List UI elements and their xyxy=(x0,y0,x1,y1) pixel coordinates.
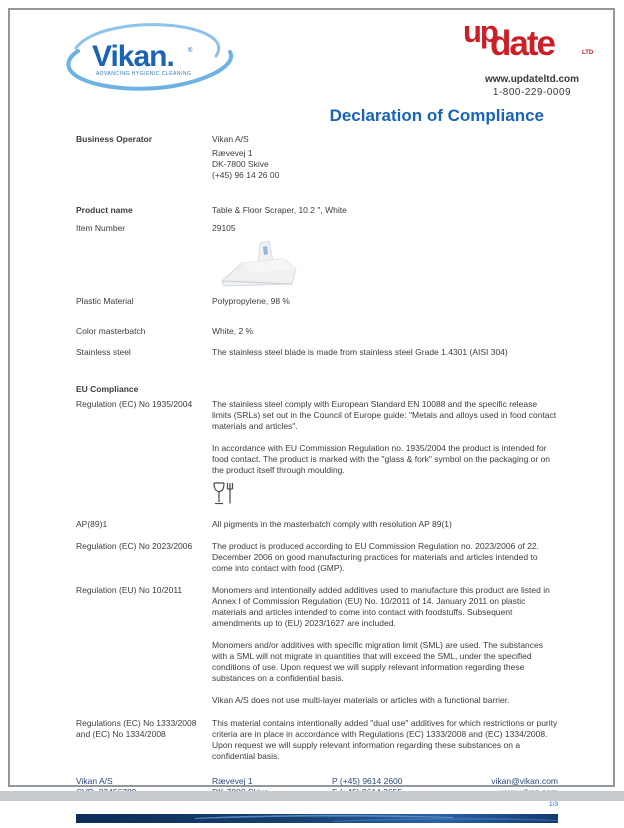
vikan-tagline: ADVANCING HYGIENIC CLEANING xyxy=(96,71,192,77)
regulation-paragraph: This material contains intentionally added "dual use" additives for which restrictions or purity criteria are in place in accordance with Regulations (EC) 1333/2008 and (EC) 1334/2008. Upon request we will supply relevant information regarding these substances on a confidential basis. xyxy=(212,718,558,761)
update-phone: 1-800-229-0009 xyxy=(492,87,572,98)
color-masterbatch-row xyxy=(76,326,558,337)
stainless-steel-value: The stainless steel blade is made from stainless steel Grade 1.4301 (AISI 304) xyxy=(212,347,508,357)
plastic-material-label: Plastic Material xyxy=(76,296,134,306)
regulation-paragraph: The stainless steel comply with European Standard EN 10088 and the specific release limits (SRLs) set out in the Council of Europe guide: "Metals and alloys used in food contact materials and articles". xyxy=(212,399,557,431)
business-operator-street: Rævevej 1 xyxy=(212,148,253,158)
footer-email: vikan@vikan.com xyxy=(491,776,558,786)
product-name-value: Table & Floor Scraper, 10.2 ", White xyxy=(212,205,347,215)
footer-blue-bar xyxy=(76,810,558,819)
scan-edge-band xyxy=(0,791,624,801)
update-logo xyxy=(457,14,607,104)
vikan-registered-mark: ® xyxy=(188,48,193,54)
regulation-paragraph: In accordance with EU Commission Regulation no. 1935/2004 the product is intended for food contact. The product is marked with the "glass & fork" symbol on the packaging or on the product itself through moulding. xyxy=(212,443,551,475)
page-title: Declaration of Compliance xyxy=(329,106,544,125)
vikan-wordmark: Vikan. xyxy=(92,40,174,73)
product-image-row xyxy=(76,237,558,293)
business-operator-phone: (+45) 96 14 26 00 xyxy=(212,170,280,180)
vikan-swoosh-icon xyxy=(62,18,242,104)
footer-street: Rævevej 1 xyxy=(212,776,253,786)
item-number-row xyxy=(76,223,558,234)
business-operator-label: Business Operator xyxy=(76,134,153,144)
document-body xyxy=(10,106,613,819)
regulation-paragraph: Vikan A/S does not use multi-layer materials or articles with a functional barrier. xyxy=(212,695,510,705)
regulation-1935-2004-text xyxy=(212,399,558,507)
regulation-10-2011-text xyxy=(212,585,558,706)
update-wordmark-ltd: LTD xyxy=(582,50,594,56)
business-operator-value xyxy=(212,134,558,181)
update-website: www.updateltd.com xyxy=(484,74,580,85)
stainless-steel-row xyxy=(76,347,558,358)
regulation-paragraph: Monomers and intentionally added additives used to manufacture this product are listed in Annex I of Commission Regulation (EU) No. 10/2011 of 14. January 2011 on plastic materials and articles intended to come into contact with foodstuffs. Subsequent amendments up to (EU) 2023/1627 are included. xyxy=(212,585,550,628)
business-operator-city: DK-7800 Skive xyxy=(212,159,269,169)
eu-compliance-heading: EU Compliance xyxy=(76,384,139,394)
regulation-1935-2004-label: Regulation (EC) No 1935/2004 xyxy=(76,399,193,409)
business-operator-name: Vikan A/S xyxy=(212,134,249,144)
color-masterbatch-label: Color masterbatch xyxy=(76,326,146,336)
plastic-material-row xyxy=(76,296,558,307)
ap891-label: AP(89)1 xyxy=(76,519,108,529)
page-number: 1/3 xyxy=(548,801,558,808)
update-wordmark-date: date xyxy=(490,24,554,63)
regulation-2023-2006-row xyxy=(76,541,558,574)
plastic-material-value: Polypropylene, 98 % xyxy=(212,296,290,306)
update-wordmark-icon xyxy=(457,14,607,70)
business-operator-row xyxy=(76,134,558,181)
color-masterbatch-value: White, 2 % xyxy=(212,326,254,336)
vikan-logo xyxy=(62,18,242,104)
regulation-1333-1334-text xyxy=(212,718,558,762)
document-header xyxy=(10,10,613,106)
product-image xyxy=(212,239,312,293)
footer-phone: P (+45) 9614 2600 xyxy=(332,776,403,786)
stainless-steel-label: Stainless steel xyxy=(76,347,131,357)
regulation-paragraph: Monomers and/or additives with specific migration limit (SML) are used. The substances with a SML will not migrate in quantities that will exceed the SML, under the specified conditions of use. Upon request we will supply relevant information regarding these substances on a confidential basis. xyxy=(212,640,544,683)
regulation-10-2011-label: Regulation (EU) No 10/2011 xyxy=(76,585,183,595)
regulation-1333-1334-row xyxy=(76,718,558,762)
regulation-2023-2006-label: Regulation (EC) No 2023/2006 xyxy=(76,541,193,551)
regulation-1935-2004-row xyxy=(76,399,558,507)
item-number-value: 29105 xyxy=(212,223,236,233)
regulation-10-2011-row xyxy=(76,585,558,706)
regulation-1333-1334-label: Regulations (EC) No 1333/2008 and (EC) No 1334/2008 xyxy=(76,718,197,739)
update-wordmark-up: up xyxy=(463,14,497,49)
regulation-paragraph: The product is produced according to EU Commission Regulation no. 2023/2006 of 22. December 2006 on good manufacturing practices for materials and articles intended to come into contact with food (GMP). xyxy=(212,541,539,573)
footer-company-name: Vikan A/S xyxy=(76,776,113,786)
regulation-2023-2006-text xyxy=(212,541,558,574)
document-page xyxy=(8,8,615,808)
ap891-row xyxy=(76,519,558,530)
ap891-text xyxy=(212,519,558,530)
product-name-row xyxy=(76,205,558,216)
item-number-label: Item Number xyxy=(76,223,126,233)
product-name-label: Product name xyxy=(76,205,133,215)
regulation-paragraph: All pigments in the masterbatch comply with resolution AP 89(1) xyxy=(212,519,452,529)
glass-fork-icon xyxy=(212,481,234,507)
